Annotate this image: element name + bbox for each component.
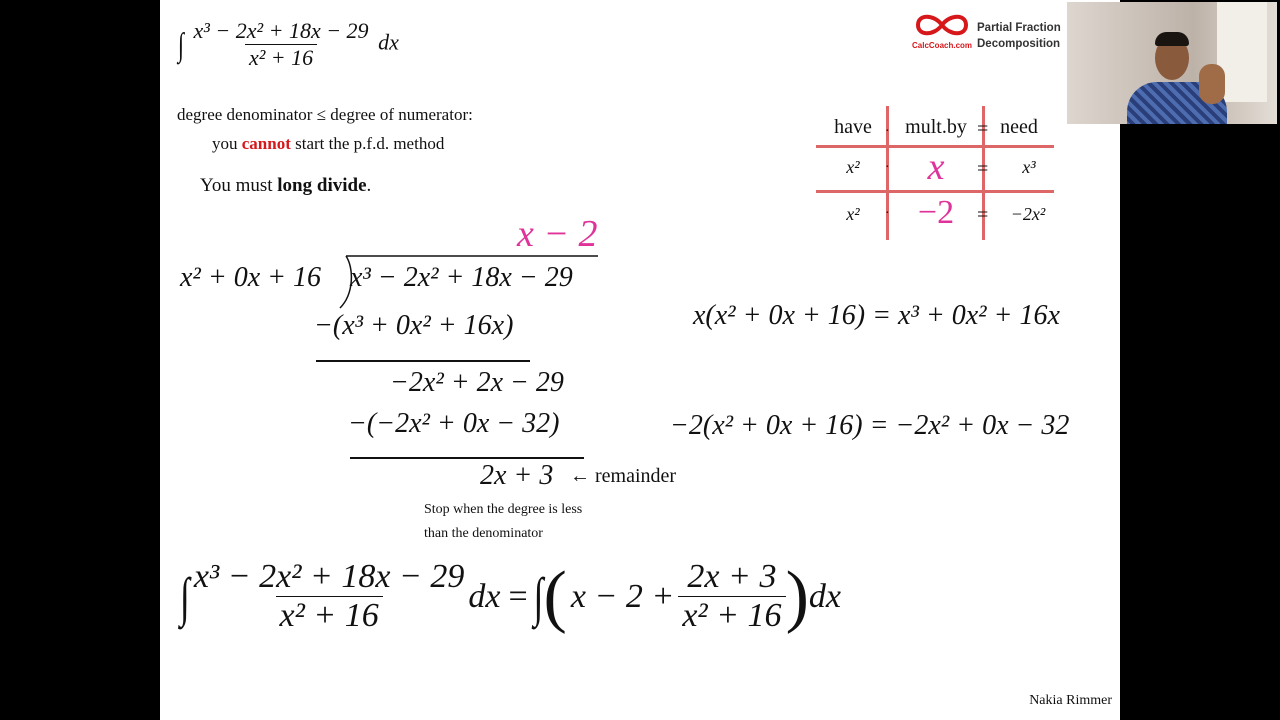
table-eq-3: = — [977, 204, 989, 226]
table-dot-3: · — [885, 206, 890, 221]
table-row1-need: x³ — [1022, 157, 1036, 177]
subtract-step-2: −(−2x² + 0x − 32) — [348, 408, 560, 439]
quotient: x − 2 — [517, 213, 598, 255]
logo-title-line1: Partial Fraction — [977, 22, 1061, 34]
note-line3-prefix: You must — [200, 175, 273, 196]
problem-integral — [178, 18, 399, 71]
table-row2-mult: −2 — [917, 194, 955, 231]
result-equals: = — [508, 577, 528, 615]
result-rhs-numerator: 2x + 3 — [687, 558, 777, 595]
result-integral-sign-left: ∫ — [180, 566, 190, 627]
side-eq2-left: −2(x² + 0x + 16) — [670, 410, 863, 441]
dividend: x³ − 2x² + 18x − 29 — [350, 262, 573, 293]
slide — [160, 0, 1120, 720]
result-lhs-differential: dx — [468, 577, 501, 615]
problem-differential: dx — [378, 29, 399, 55]
table-eq-1: = — [977, 118, 989, 140]
table-dot-1: · — [885, 124, 890, 139]
stop-note-line2: than the denominator — [424, 526, 543, 541]
result-rhs-fraction — [678, 558, 785, 635]
result-lhs-numerator: x³ − 2x² + 18x − 29 — [193, 558, 465, 595]
table-header-mult: mult.by — [905, 116, 967, 138]
presenter-hand — [1199, 64, 1225, 104]
remainder-step-1: −2x² + 2x − 29 — [390, 367, 564, 398]
note-line2 — [212, 134, 444, 154]
result-open-paren: ( — [543, 557, 567, 635]
subtract-step-1: −(x³ + 0x² + 16x) — [314, 310, 514, 341]
logo-title-line2: Decomposition — [977, 38, 1061, 50]
table-row1-have: x² — [846, 157, 860, 177]
infinity-logo-icon — [912, 12, 972, 38]
table-row2-need: −2x² — [1010, 204, 1046, 224]
stop-note — [424, 498, 582, 546]
problem-denominator: x² + 16 — [245, 44, 317, 71]
note-line2-prefix: you — [212, 134, 238, 153]
result-integral-sign-right: ∫ — [533, 566, 544, 627]
note-line1: degree denominator ≤ degree of numerator: — [177, 105, 473, 124]
result-rhs-denominator: x² + 16 — [678, 596, 785, 635]
integral-sign: ∫ — [178, 25, 185, 63]
side-eq2 — [670, 410, 1069, 442]
calccoach-logo — [912, 12, 972, 50]
subtract-line-2 — [350, 457, 584, 459]
presenter-webcam — [1067, 2, 1277, 124]
side-eq2-right: = −2x² + 0x − 32 — [869, 410, 1070, 441]
table-row1-mult: x — [927, 146, 945, 188]
table-hline-2 — [816, 190, 1054, 193]
note-line3-suffix: . — [366, 175, 372, 196]
author-credit: Nakia Rimmer — [1029, 693, 1112, 708]
final-remainder: 2x + 3 — [480, 460, 554, 491]
result-close-paren: ) — [785, 557, 809, 635]
result-equation — [180, 558, 841, 635]
remainder-label: ← remainder — [570, 465, 677, 487]
table-header-need: need — [1000, 116, 1038, 138]
stop-note-line1: Stop when the degree is less — [424, 502, 583, 517]
table-eq-2: = — [977, 158, 989, 180]
result-rhs-differential: dx — [808, 577, 841, 615]
table-header-have: have — [834, 116, 872, 138]
result-lhs-denominator: x² + 16 — [276, 596, 383, 635]
logo-site: CalcCoach.com — [912, 41, 973, 50]
note-line3-emphasis: long divide — [277, 175, 367, 196]
side-eq1-left: x(x² + 0x + 16) — [693, 300, 866, 331]
problem-fraction — [190, 18, 373, 71]
result-lhs-fraction — [190, 558, 469, 635]
subtract-line-1 — [316, 360, 530, 362]
divisor: x² + 0x + 16 — [180, 262, 322, 293]
side-eq1-right: = x³ + 0x² + 16x — [872, 300, 1060, 331]
problem-numerator: x³ − 2x² + 18x − 29 — [193, 18, 369, 43]
note-line2-suffix: start the p.f.d. method — [295, 134, 445, 153]
result-rhs-poly: x − 2 + — [570, 577, 675, 615]
side-eq1 — [693, 300, 1060, 332]
presenter-hair — [1155, 32, 1189, 46]
table-dot-2: · — [885, 160, 890, 175]
note-line3 — [200, 175, 371, 197]
table-row2-have: x² — [846, 204, 860, 224]
logo-title — [977, 20, 1061, 52]
note-line2-emphasis: cannot — [241, 134, 291, 153]
